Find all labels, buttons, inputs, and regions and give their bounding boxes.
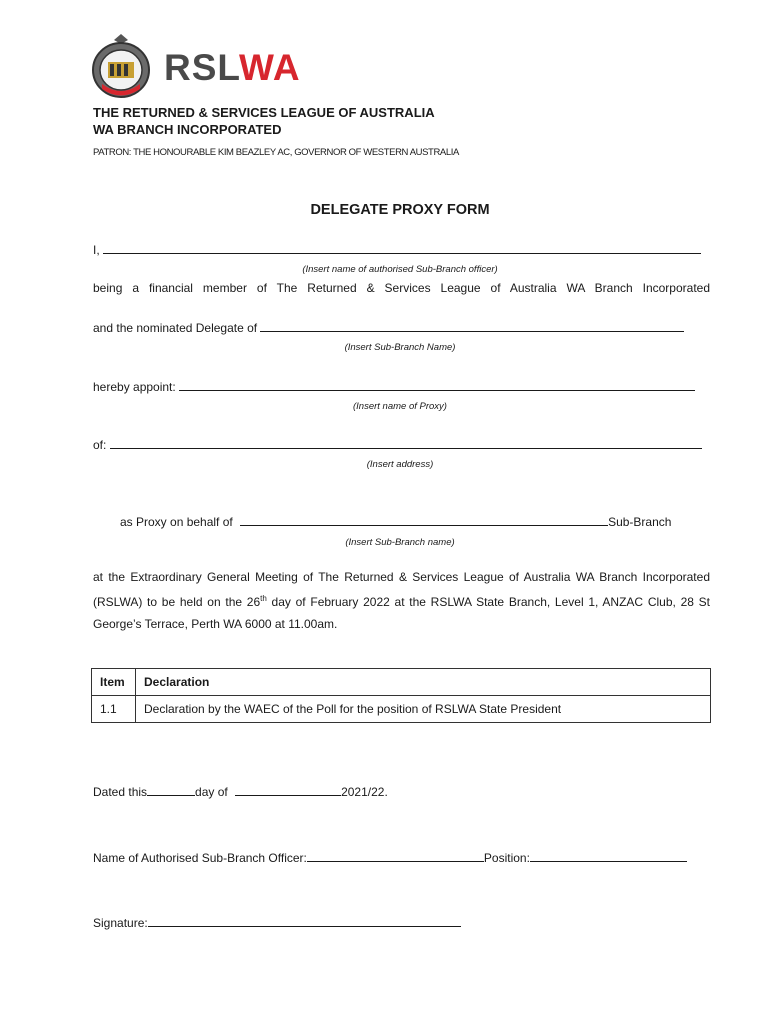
behalf-label: as Proxy on behalf of [120, 515, 233, 529]
table-cell-item: 1.1 [92, 696, 136, 723]
delegate-line [93, 321, 710, 335]
table-header-row [92, 669, 711, 696]
meeting-paragraph [93, 566, 710, 635]
brand-suffix: WA [238, 47, 301, 88]
dated-line [93, 785, 710, 799]
dated-mid: day of [195, 785, 228, 799]
behalf-hint: (Insert Sub-Branch name) [345, 537, 455, 548]
patron-line: PATRON: THE HONOURABLE KIM BEAZLEY AC, GOVERNOR OF WESTERN AUSTRALIA [93, 147, 459, 158]
table-cell-declaration: Declaration by the WAEC of the Poll for the position of RSLWA State President [136, 696, 711, 723]
officer-prefix: I, [93, 243, 100, 257]
member-statement: being a financial member of The Returned & Services League of Australia WA Branch Incorporated [93, 281, 710, 295]
appoint-hint: (Insert name of Proxy) [353, 401, 447, 412]
behalf-line [120, 515, 710, 529]
brand-prefix: RSL [164, 47, 239, 88]
officer-name-field[interactable] [103, 244, 701, 254]
officer-full-name-field[interactable] [307, 852, 484, 862]
officer-position-line [93, 851, 710, 865]
behalf-suffix: Sub-Branch [608, 515, 672, 529]
org-name-line2: WA BRANCH INCORPORATED [93, 122, 282, 137]
officer-hint: (Insert name of authorised Sub-Branch officer) [302, 264, 498, 275]
declaration-table [91, 668, 711, 723]
officer-line [93, 243, 710, 257]
brand-wordmark [164, 48, 301, 88]
address-line [93, 438, 710, 452]
officer-name-label: Name of Authorised Sub-Branch Officer: [93, 851, 307, 865]
dated-day-field[interactable] [147, 786, 195, 796]
signature-label: Signature: [93, 916, 148, 930]
meeting-text-part1: at the Extraordinary General Meeting of The Returned & Services League of Australia WA Branch Incorporated (RSLWA) to be held on the 26 [93, 570, 710, 609]
signature-line [93, 916, 710, 930]
dated-month-field[interactable] [235, 786, 341, 796]
table-header-item: Item [92, 669, 136, 696]
appoint-line [93, 380, 710, 394]
delegate-sub-branch-field[interactable] [260, 322, 684, 332]
meeting-date-suffix: th [260, 594, 267, 603]
dated-suffix: 2021/22. [341, 785, 388, 799]
table-row [92, 696, 711, 723]
form-title: DELEGATE PROXY FORM [310, 202, 490, 218]
position-label: Position: [483, 851, 530, 865]
proxy-name-field[interactable] [179, 381, 695, 391]
delegate-label: and the nominated Delegate of [93, 321, 258, 335]
meeting-text-part2: day of February 2022 at the RSLWA State Branch, Level 1, ANZAC Club, 28 St George’s Terrace, Perth WA 6000 at 11.00am. [93, 595, 710, 631]
rslwa-crest-icon [90, 32, 152, 100]
address-label: of: [93, 438, 107, 452]
address-hint: (Insert address) [366, 459, 434, 470]
appoint-label: hereby appoint: [93, 380, 176, 394]
position-field[interactable] [530, 852, 687, 862]
org-name-line1: THE RETURNED & SERVICES LEAGUE OF AUSTRALIA [93, 105, 435, 120]
dated-prefix: Dated this [93, 785, 148, 799]
signature-field[interactable] [148, 917, 461, 927]
behalf-sub-branch-field[interactable] [240, 516, 608, 526]
proxy-address-field[interactable] [110, 439, 702, 449]
table-header-declaration: Declaration [136, 669, 711, 696]
delegate-hint: (Insert Sub-Branch Name) [344, 342, 456, 353]
